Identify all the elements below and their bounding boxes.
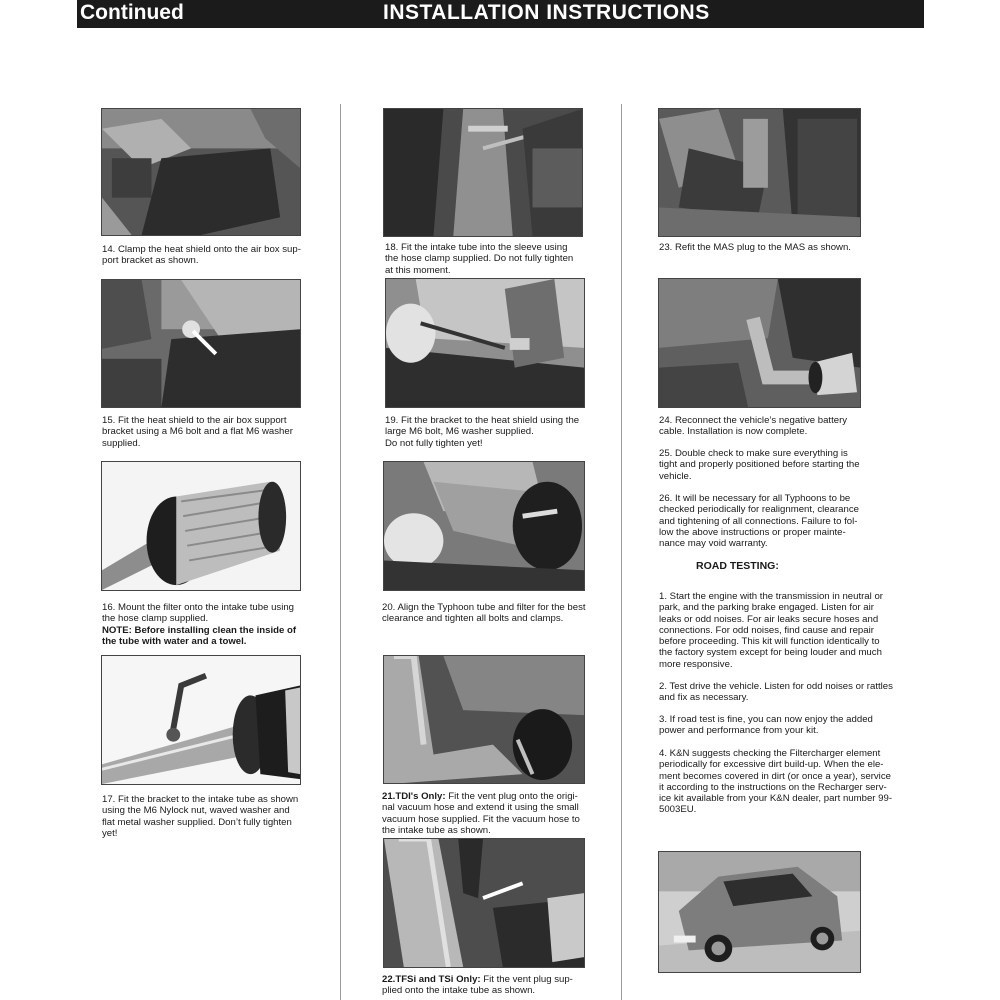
- note-step-16: NOTE: Before installing clean the inside of: [102, 624, 297, 636]
- photo-step-18: [383, 108, 583, 237]
- caption-step-21: 21.TDI's Only: Fit the vent plug onto the origi- nal vacuum hose and extend it using the small vacuum hose supplied. Fit the vacuum hose to the intake tube as shown.: [382, 791, 580, 836]
- column-divider-right: [621, 104, 622, 1000]
- photo-step-19: [385, 278, 585, 408]
- caption-step-18: 18. Fit the intake tube into the sleeve using the hose clamp supplied. Do not fully tighten at this moment.: [385, 242, 574, 276]
- road-testing-heading: ROAD TESTING:: [696, 560, 779, 572]
- caption-step-20: 20. Align the Typhoon tube and filter for the best clearance and tighten all bolts and clamps.: [382, 602, 586, 625]
- label-tfsi-tsi-only: 22.TFSi and TSi Only:: [382, 974, 481, 985]
- photo-step-14: [101, 108, 301, 236]
- photo-step-23: [658, 108, 861, 237]
- caption-step-15: 15. Fit the heat shield to the air box support bracket using a M6 bolt and a flat M6 washer supplied.: [102, 415, 293, 449]
- road-test-step-2: 2. Test drive the vehicle. Listen for odd noises or rattles and fix as necessary.: [659, 681, 893, 704]
- caption-step-14: 14. Clamp the heat shield onto the air box sup- port bracket as shown.: [102, 244, 301, 267]
- column-divider-left: [340, 104, 341, 1000]
- caption-step-24: 24. Reconnect the vehicle’s negative battery cable. Installation is now complete.: [659, 415, 848, 438]
- caption-step-22: 22.TFSi and TSi Only: Fit the vent plug sup- plied onto the intake tube as shown.: [382, 974, 573, 997]
- label-tdi-only: 21.TDI's Only:: [382, 791, 446, 802]
- road-test-step-3: 3. If road test is fine, you can now enjoy the added power and performance from your kit.: [659, 714, 873, 737]
- photo-step-24: [658, 278, 861, 408]
- photo-step-17: [101, 655, 301, 785]
- caption-step-16: 16. Mount the filter onto the intake tube using the hose clamp supplied. NOTE: Before installing clean the inside of the tube with water and a towel.: [102, 602, 297, 647]
- photo-step-22: [383, 838, 585, 968]
- photo-step-20: [383, 461, 585, 591]
- photo-step-21: [383, 655, 585, 784]
- page-title: INSTALLATION INSTRUCTIONS: [383, 1, 710, 24]
- caption-step-19: 19. Fit the bracket to the heat shield using the large M6 bolt, M6 washer supplied. Do not fully tighten yet!: [385, 415, 580, 449]
- caption-step-25: 25. Double check to make sure everything is tight and properly positioned before starting the vehicle.: [659, 448, 860, 482]
- road-test-step-4: 4. K&N suggests checking the Filtercharger element periodically for excessive dirt build-up. When the ele- ment becomes covered in dirt (or once a year), service it according to the instructions on the Recharger serv- ice kit available from your K&N dealer, part number 99- 5003EU.: [659, 748, 893, 816]
- road-test-step-1: 1. Start the engine with the transmission in neutral or park, and the parking brake engaged. Listen for air leaks or odd noises. For air leaks secure hoses and connections. For odd noises, find cause and repair before proceeding. This kit will function identically to the factory system except for being louder and much more responsive.: [659, 591, 883, 670]
- continued-label: Continued: [80, 1, 184, 24]
- photo-vehicle: [658, 851, 861, 973]
- caption-step-17: 17. Fit the bracket to the intake tube as shown using the M6 Nylock nut, waved washer and flat metal washer supplied. Don’t fully tighten yet!: [102, 794, 299, 839]
- page-header: [77, 0, 924, 28]
- caption-step-26: 26. It will be necessary for all Typhoons to be checked periodically for realignment, clearance and tightening of all connections. Failure to fol- low the above instructions or proper mainte- nance may void warranty.: [659, 493, 859, 550]
- caption-step-23: 23. Refit the MAS plug to the MAS as shown.: [659, 242, 851, 253]
- photo-step-16: [101, 461, 301, 591]
- photo-step-15: [101, 279, 301, 408]
